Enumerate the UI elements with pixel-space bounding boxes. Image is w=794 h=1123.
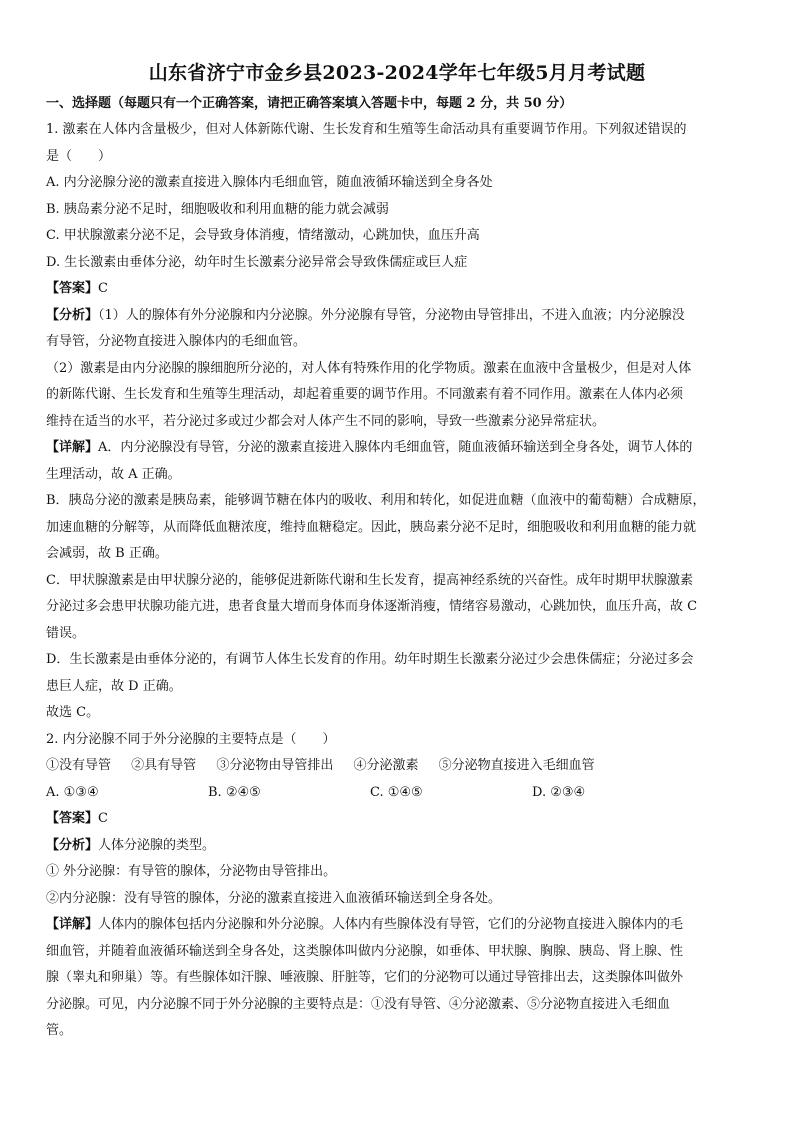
q1-analysis bbox=[46, 303, 748, 330]
answer-value: C bbox=[98, 281, 108, 296]
q1-analysis-2b: 的新陈代谢、生长发育和生殖等生理活动，却起着重要的调节作用。不同激素有着不同作用。激素在人体内必须 bbox=[46, 387, 684, 402]
q1-analysis-cont: 有导管，分泌物直接进入腺体内的毛细血管。 bbox=[46, 334, 307, 349]
question-1 bbox=[46, 117, 748, 727]
detail-tag: 【详解】 bbox=[46, 917, 99, 932]
q2-answer bbox=[46, 806, 748, 833]
q1-analysis-2a: （2）激素是由内分泌腺的腺细胞所分泌的，对人体有特殊作用的化学物质。激素在血液中含量极少，但是对人体 bbox=[46, 360, 692, 376]
detail-text: 人体内的腺体包括内分泌腺和外分泌腺。人体内有些腺体没有导管，它们的分泌物直接进入腺体内的毛 bbox=[98, 917, 684, 932]
q2-option-d: D. ②③④ bbox=[532, 784, 586, 800]
q1-detail bbox=[46, 435, 748, 462]
q1-detail-a2: 生理活动，故 A 正确。 bbox=[46, 466, 181, 482]
q2-stem: 2. 内分泌腺不同于外分泌腺的主要特点是（ ） bbox=[46, 731, 336, 747]
q2-marks bbox=[46, 753, 748, 780]
q1-stem-line2: 是（ ） bbox=[46, 148, 112, 164]
q2-mark: ②具有导管 bbox=[131, 758, 197, 773]
q1-option-c: C. 甲状腺激素分泌不足，会导致身体消瘦，情绪激动，心跳加快，血压升高 bbox=[46, 228, 480, 243]
detail-tag: 【详解】 bbox=[46, 440, 99, 455]
question-2 bbox=[46, 727, 748, 1045]
q1-detail-d2: 患巨人症，故 D 正确。 bbox=[46, 678, 182, 694]
q2-detail bbox=[46, 912, 748, 939]
q1-option-d: D. 生长激素由垂体分泌，幼年时生长激素分泌异常会导致侏儒症或巨人症 bbox=[46, 254, 468, 270]
q2-detail-4: 分泌腺。可见，内分泌腺不同于外分泌腺的主要特点是：①没有导管、④分泌激素、⑤分泌物直接进入毛细血 bbox=[46, 996, 671, 1012]
q2-analysis-2: ②内分泌腺：没有导管的腺体，分泌的激素直接进入血液循环输送到全身各处。 bbox=[46, 890, 502, 906]
q2-option-b: B. ②④⑤ bbox=[208, 784, 261, 800]
analysis-text: （1）人的腺体有外分泌腺和内分泌腺。外分泌腺有导管，分泌物由导管排出，不进入血液；内分泌腺没 bbox=[98, 307, 685, 323]
q2-analysis-1: ① 外分泌腺：有导管的腺体，分泌物由导管排出。 bbox=[46, 864, 337, 879]
q1-stem-line1: 1. 激素在人体内含量极少，但对人体新陈代谢、生长发育和生殖等生命活动具有重要调节作用。下列叙述错误的 bbox=[46, 122, 687, 137]
q1-detail-c1: C．甲状腺激素是由甲状腺分泌的，能够促进新陈代谢和生长发育，提高神经系统的兴奋性。成年时期甲状腺激素 bbox=[46, 572, 693, 588]
detail-text: A．内分泌腺没有导管，分泌的激素直接进入腺体内毛细血管，随血液循环输送到全身各处，调节人体的 bbox=[98, 440, 693, 455]
q1-detail-c2: 分泌过多会患甲状腺功能亢进，患者食量大增而身体而身体逐渐消瘦，情绪容易激动，心跳加快，血压升高，故 C bbox=[46, 599, 698, 614]
q1-detail-b1: B．胰岛分泌的激素是胰岛素，能够调节糖在体内的吸收、利用和转化，如促进血糖（血液中的葡萄糖）合成糖原， bbox=[46, 493, 706, 508]
q1-detail-d1: D．生长激素是由垂体分泌的，有调节人体生长发育的作用。幼年时期生长激素分泌过少会患侏儒症；分泌过多会 bbox=[46, 652, 694, 667]
q2-mark: ④分泌激素 bbox=[353, 758, 419, 773]
q2-analysis bbox=[46, 833, 748, 860]
section-heading: 一、选择题（每题只有一个正确答案，请把正确答案填入答题卡中，每题 2 分，共 50 分） bbox=[46, 96, 573, 111]
q1-conclusion: 故选 C。 bbox=[46, 705, 100, 720]
q1-option-a: A. 内分泌腺分泌的激素直接进入腺体内毛细血管，随血液循环输送到全身各处 bbox=[46, 175, 493, 190]
q1-answer bbox=[46, 276, 748, 303]
q2-detail-5: 管。 bbox=[46, 1023, 73, 1038]
q1-option-b: B. 胰岛素分泌不足时，细胞吸收和利用血糖的能力就会减弱 bbox=[46, 201, 389, 217]
q2-options bbox=[46, 780, 748, 807]
q1-analysis-2c: 维持在适当的水平，若分泌过多或过少都会对人体产生不同的影响，导致一些激素分泌异常症状。 bbox=[46, 413, 606, 429]
analysis-tag: 【分析】 bbox=[46, 307, 99, 323]
q2-mark: ⑤分泌物直接进入毛细血管 bbox=[438, 758, 595, 773]
q2-detail-2: 细血管，并随着血液循环输送到全身各处，这类腺体叫做内分泌腺，如垂体、甲状腺、胸腺、胰岛、肾上腺、性 bbox=[46, 943, 684, 959]
q1-detail-b3: 会减弱，故 B 正确。 bbox=[46, 546, 168, 561]
q1-detail-b2: 加速血糖的分解等，从而降低血糖浓度，维持血糖稳定。因此，胰岛素分泌不足时，细胞吸收和利用血糖的能力就 bbox=[46, 519, 697, 535]
analysis-tag: 【分析】 bbox=[46, 837, 99, 853]
q2-mark: ①没有导管 bbox=[46, 758, 112, 773]
q2-option-c: C. ①④⑤ bbox=[370, 784, 423, 800]
answer-tag: 【答案】 bbox=[46, 811, 99, 826]
q2-detail-3: 腺（睾丸和卵巢）等。有些腺体如汗腺、唾液腺、肝脏等，它们的分泌物可以通过导管排出去，这类腺体叫做外 bbox=[46, 970, 684, 985]
q2-option-a: A. ①③④ bbox=[46, 784, 99, 800]
q1-detail-c3: 错误。 bbox=[46, 625, 86, 641]
q2-mark: ③分泌物由导管排出 bbox=[216, 758, 334, 773]
analysis-text: 人体分泌腺的类型。 bbox=[98, 837, 216, 853]
answer-tag: 【答案】 bbox=[46, 281, 99, 296]
answer-value: C bbox=[98, 811, 108, 826]
page-title: 山东省济宁市金乡县2023-2024学年七年级5月月考试题 bbox=[148, 62, 646, 84]
